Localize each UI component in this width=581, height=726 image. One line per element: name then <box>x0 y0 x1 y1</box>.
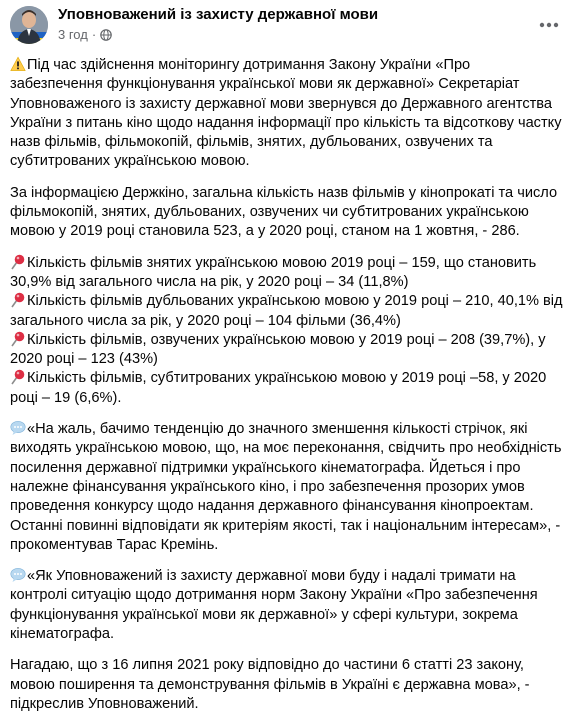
list-item-text: Кількість фільмів знятих українською мовою 2019 році – 159, що становить 30,9% від загального числа на рік, у 2020 році – 34 (11,8%) <box>10 254 537 290</box>
avatar-photo <box>10 6 48 44</box>
paragraph-text: «Як Уповноважений із захисту державної мови буду і надалі тримати на контролі ситуацію щодо дотримання норм Закону України «Про забезпечення функціонування української мови як державної» у сфері культури, зокрема кінематографа. <box>10 568 538 643</box>
stats-list <box>10 254 566 408</box>
round-pushpin-icon <box>10 254 26 270</box>
round-pushpin-icon <box>10 369 26 385</box>
more-options-icon <box>539 22 559 28</box>
list-item <box>10 254 566 293</box>
page-avatar[interactable] <box>10 6 48 44</box>
page-name[interactable]: Уповноважений із захисту державної мови <box>58 6 379 23</box>
more-options-button[interactable] <box>534 10 564 40</box>
paragraph-text: «На жаль, бачимо тенденцію до значного зменшення кількості стрічок, які виходять українською мовою, що, на моє переконання, свідчить про необхідність посилення державної підтримки українського кінематографа. Йдеться і про належне фінансування українського кіно, і про забезпечення прозорих умов проведення конкурсу щодо надання державного фінансування кінопроектам. Останні повинні відповідати як критеріям якості, так і національним інтересам», - прокоментував Тарас Кремінь. <box>10 421 562 553</box>
paragraph-text: Під час здійснення моніторингу дотримання Закону України «Про забезпечення функціонування української мови як державної» Секретаріат Уповноваженого із захисту державної мови звернувся до Державного агентства України з питань кіно щодо надання інформації про кількість та відсоткову частку назв фільмів, фільмокопій, фільмів, знятих, дубльованих, озвучених та субтитрованих українською мовою. <box>10 57 562 170</box>
speech-balloon-icon <box>10 567 26 583</box>
meta-separator: · <box>91 27 97 42</box>
warning-icon <box>10 56 26 72</box>
list-item-text: Кількість фільмів дубльованих українською мовою у 2019 році – 210, 40,1% від загального числа за рік, у 2020 році – 104 фільми (36,4%) <box>10 293 563 329</box>
globe-icon <box>100 29 112 41</box>
round-pushpin-icon <box>10 292 26 308</box>
post-paragraph-quote <box>10 420 566 555</box>
list-item-text: Кількість фільмів, озвучених українською мовою у 2019 році – 208 (39,7%), у 2020 році – 123 (43%) <box>10 331 546 368</box>
post-paragraph-intro <box>10 56 566 172</box>
list-item <box>10 292 566 331</box>
post-header <box>0 0 581 50</box>
post-paragraph-closing: Нагадаю, що з 16 липня 2021 року відповідно до частини 6 статті 23 закону, мовою поширення та демонстрування фільмів в Україні є державна мова», - підкреслив Уповноважений. <box>10 657 530 712</box>
post-body <box>10 56 566 726</box>
post-meta <box>58 27 112 42</box>
list-item <box>10 369 566 408</box>
list-item-text: Кількість фільмів, субтитрованих українською мовою у 2019 році –58, у 2020 році – 19 (6,6%). <box>10 370 547 406</box>
list-item <box>10 331 566 370</box>
speech-balloon-icon <box>10 420 26 436</box>
post-paragraph-quote <box>10 567 566 644</box>
post-paragraph-stats: За інформацією Держкіно, загальна кількість назв фільмів у кінопрокаті та число фільмокопій, знятих, дубльованих, озвучених чи субтитрованих українською мовою у 2019 році становила 523, а у 2020 році, станом на 1 жовтня, - 286. <box>10 184 558 240</box>
post-time[interactable]: 3 год <box>58 27 88 42</box>
round-pushpin-icon <box>10 331 26 347</box>
